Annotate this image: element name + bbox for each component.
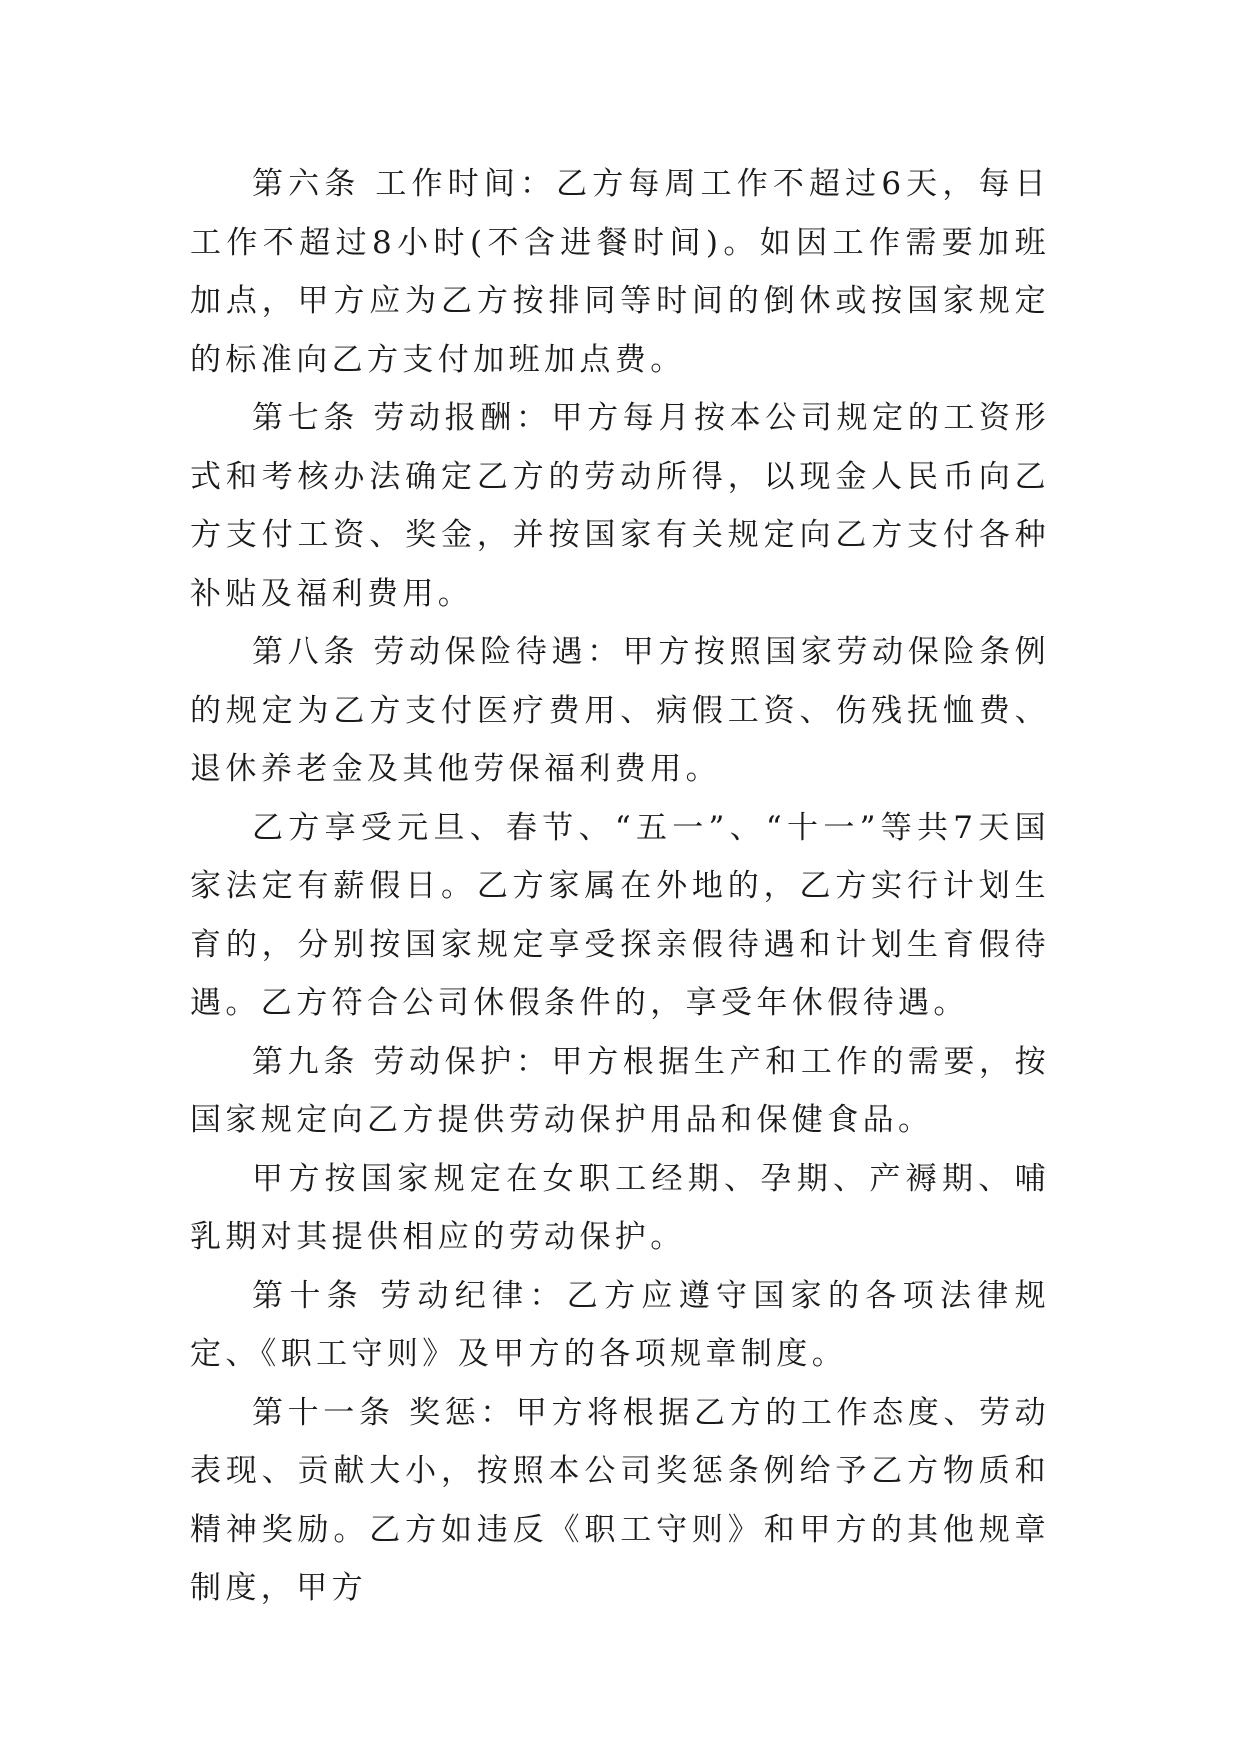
paragraph-article-6: 第六条 工作时间：乙方每周工作不超过6天，每日工作不超过8小时(不含进餐时间)。如因工作需要加班加点，甲方应为乙方按排同等时间的倒休或按国家规定的标准向乙方支付加班加点费。 [190, 166, 1050, 378]
paragraph-article-9: 第九条 劳动保护：甲方根据生产和工作的需要，按国家规定向乙方提供劳动保护用品和保健食品。 [190, 1043, 1050, 1138]
document-page [190, 155, 1050, 1618]
paragraph-article-8: 第八条 劳动保险待遇：甲方按照国家劳动保险条例的规定为乙方支付医疗费用、病假工资、伤残抚恤费、退休养老金及其他劳保福利费用。 [190, 634, 1050, 787]
paragraph-article-11: 第十一条 奖惩：甲方将根据乙方的工作态度、劳动表现、贡献大小，按照本公司奖惩条例给予乙方物质和精神奖励。乙方如违反《职工守则》和甲方的其他规章制度，甲方 [190, 1394, 1050, 1606]
paragraph-female-protection: 甲方按国家规定在女职工经期、孕期、产褥期、哺乳期对其提供相应的劳动保护。 [190, 1160, 1050, 1255]
paragraph-holidays: 乙方享受元旦、春节、“五一”、“十一”等共7天国家法定有薪假日。乙方家属在外地的，乙方实行计划生育的，分别按国家规定享受探亲假待遇和计划生育假待遇。乙方符合公司休假条件的，享受年休假待遇。 [190, 809, 1050, 1021]
paragraph-article-10: 第十条 劳动纪律：乙方应遵守国家的各项法律规定、《职工守则》及甲方的各项规章制度。 [190, 1277, 1050, 1372]
paragraph-article-7: 第七条 劳动报酬：甲方每月按本公司规定的工资形式和考核办法确定乙方的劳动所得，以现金人民币向乙方支付工资、奖金，并按国家有关规定向乙方支付各种补贴及福利费用。 [190, 400, 1050, 612]
